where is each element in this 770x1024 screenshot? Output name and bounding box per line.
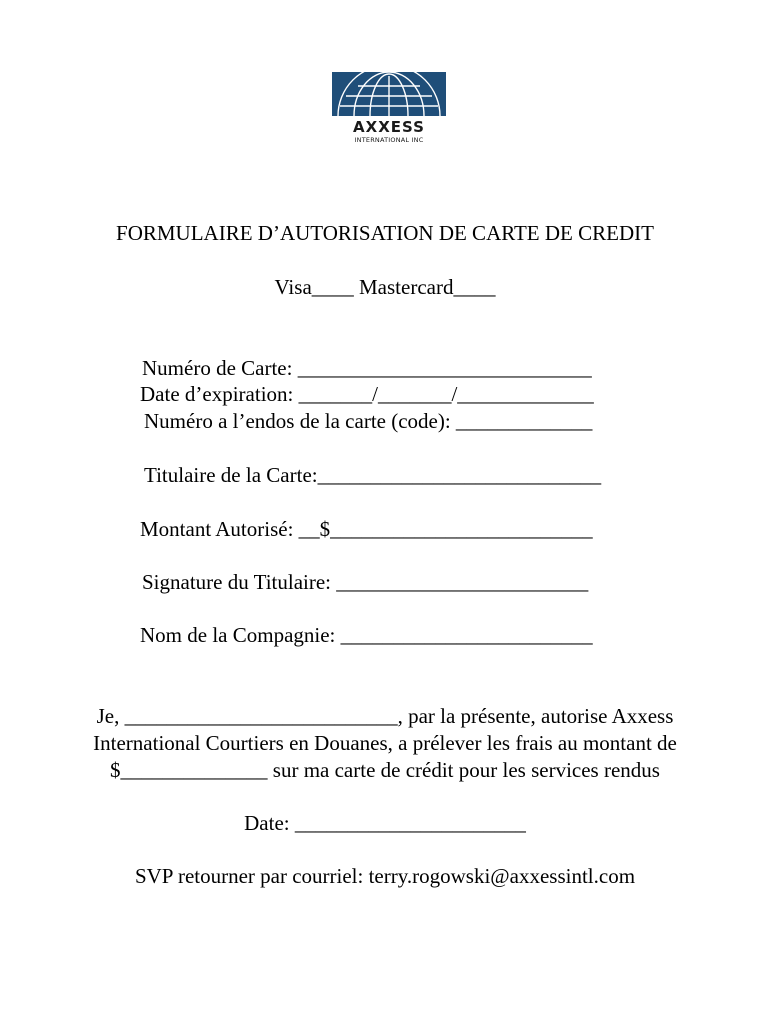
- globe-icon: [332, 72, 446, 116]
- card-number-field[interactable]: Numéro de Carte: ____________________________: [142, 356, 592, 380]
- authorization-line-2: International Courtiers en Douanes, a prélever les frais au montant de: [93, 731, 677, 755]
- card-type-line[interactable]: Visa____ Mastercard____: [274, 275, 496, 299]
- logo-name: AXXESS: [353, 118, 425, 136]
- cardholder-field[interactable]: Titulaire de la Carte:___________________________: [144, 463, 602, 487]
- logo-subtitle: INTERNATIONAL INC: [354, 136, 424, 144]
- signature-field[interactable]: Signature du Titulaire: ________________________: [142, 570, 589, 594]
- company-field[interactable]: Nom de la Compagnie: ________________________: [140, 623, 593, 647]
- form-title: FORMULAIRE D’AUTORISATION DE CARTE DE CREDIT: [116, 221, 654, 245]
- expiration-field[interactable]: Date d’expiration: _______/_______/_____________: [140, 382, 594, 406]
- card-code-field[interactable]: Numéro a l’endos de la carte (code): _____________: [144, 409, 593, 433]
- return-email-line: SVP retourner par courriel: terry.rogowski@axxessintl.com: [134, 864, 636, 888]
- amount-field[interactable]: Montant Autorisé: __$_________________________: [140, 517, 593, 541]
- date-field[interactable]: Date: ______________________: [244, 811, 526, 835]
- axxess-logo: [332, 72, 446, 148]
- authorization-line-1[interactable]: Je, __________________________, par la présente, autorise Axxess: [96, 704, 674, 728]
- authorization-line-3[interactable]: $______________ sur ma carte de crédit pour les services rendus: [110, 758, 660, 782]
